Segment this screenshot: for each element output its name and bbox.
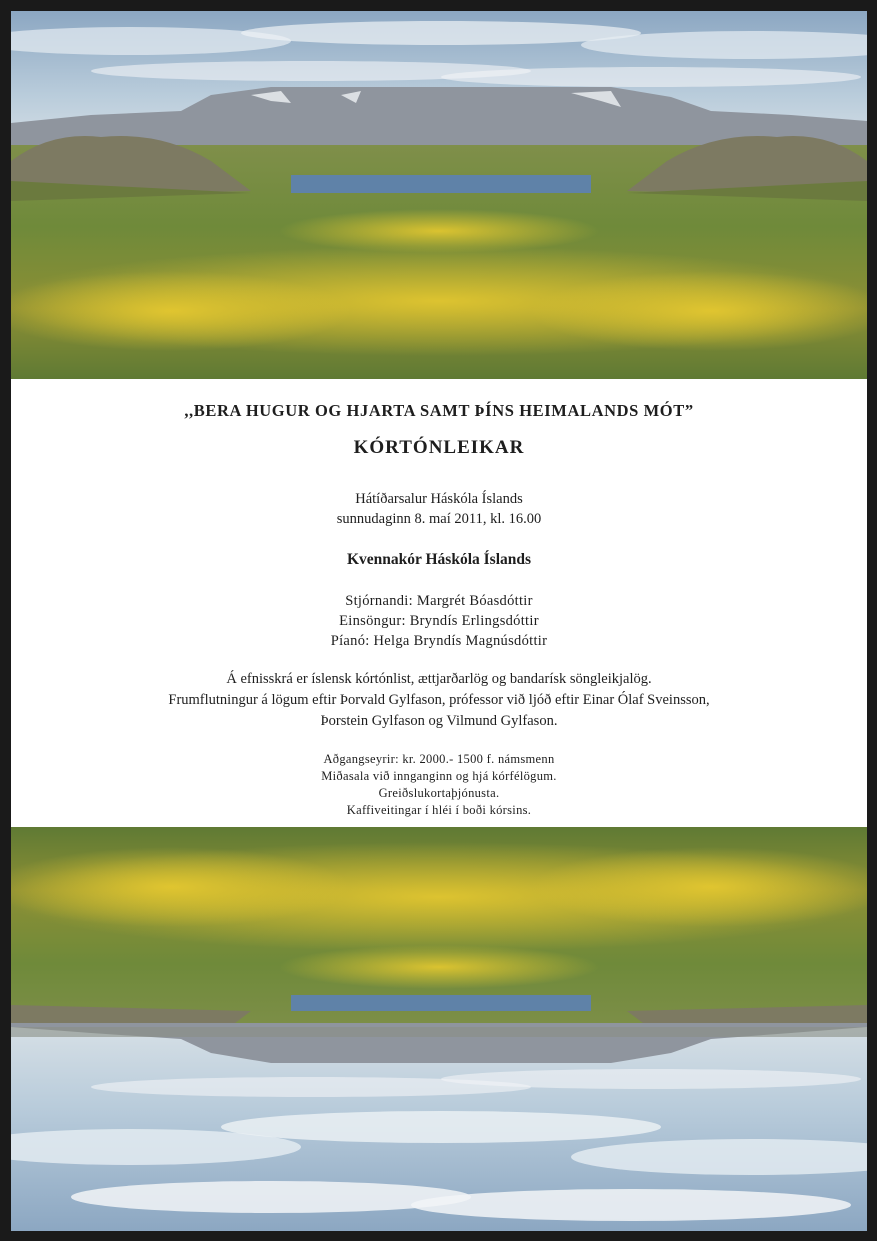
refreshments: Kaffiveitingar í hléi í boði kórsins. <box>346 803 532 817</box>
ticket-price: Aðgangseyrir: kr. 2000.- 1500 f. námsmenn <box>323 752 555 766</box>
ticket-sales: Miðasala við innganginn og hjá kórfélögum. <box>321 769 557 783</box>
credits-block <box>11 591 867 651</box>
landscape-image-bottom <box>11 827 867 1231</box>
credit-conductor: Stjórnandi: Margrét Bóasdóttir <box>345 593 533 609</box>
concert-info-panel <box>11 379 867 827</box>
credit-piano: Píanó: Helga Bryndís Magnúsdóttir <box>330 633 548 649</box>
quote-title: ,,BERA HUGUR OG HJARTA SAMT ÞÍNS HEIMALANDS MÓT” <box>184 401 694 420</box>
program-line: Frumflutningur á lögum eftir Þorvald Gylfason, prófessor við ljóð eftir Einar Ólaf Sveinsson, <box>168 692 710 708</box>
program-line: Þorstein Gylfason og Vilmund Gylfason. <box>320 713 558 729</box>
venue-date: sunnudaginn 8. maí 2011, kl. 16.00 <box>336 511 542 527</box>
program-block <box>11 669 867 732</box>
concert-title: KÓRTÓNLEIKAR <box>353 437 525 458</box>
choir-name: Kvennakór Háskóla Íslands <box>346 551 532 568</box>
landscape-photo-bottom <box>11 827 867 1231</box>
venue-place: Hátíðarsalur Háskóla Íslands <box>355 491 523 507</box>
venue-block <box>11 489 867 529</box>
landscape-photo-top <box>11 11 867 379</box>
credit-soloist: Einsöngur: Bryndís Erlingsdóttir <box>339 613 539 629</box>
ticket-info-block <box>11 751 867 819</box>
landscape-image-top <box>11 11 867 379</box>
poster <box>11 11 867 1231</box>
program-line: Á efnisskrá er íslensk kórtónlist, ættjarðarlög og bandarísk söngleikjalög. <box>226 671 652 687</box>
card-payment: Greiðslukortaþjónusta. <box>378 786 500 800</box>
